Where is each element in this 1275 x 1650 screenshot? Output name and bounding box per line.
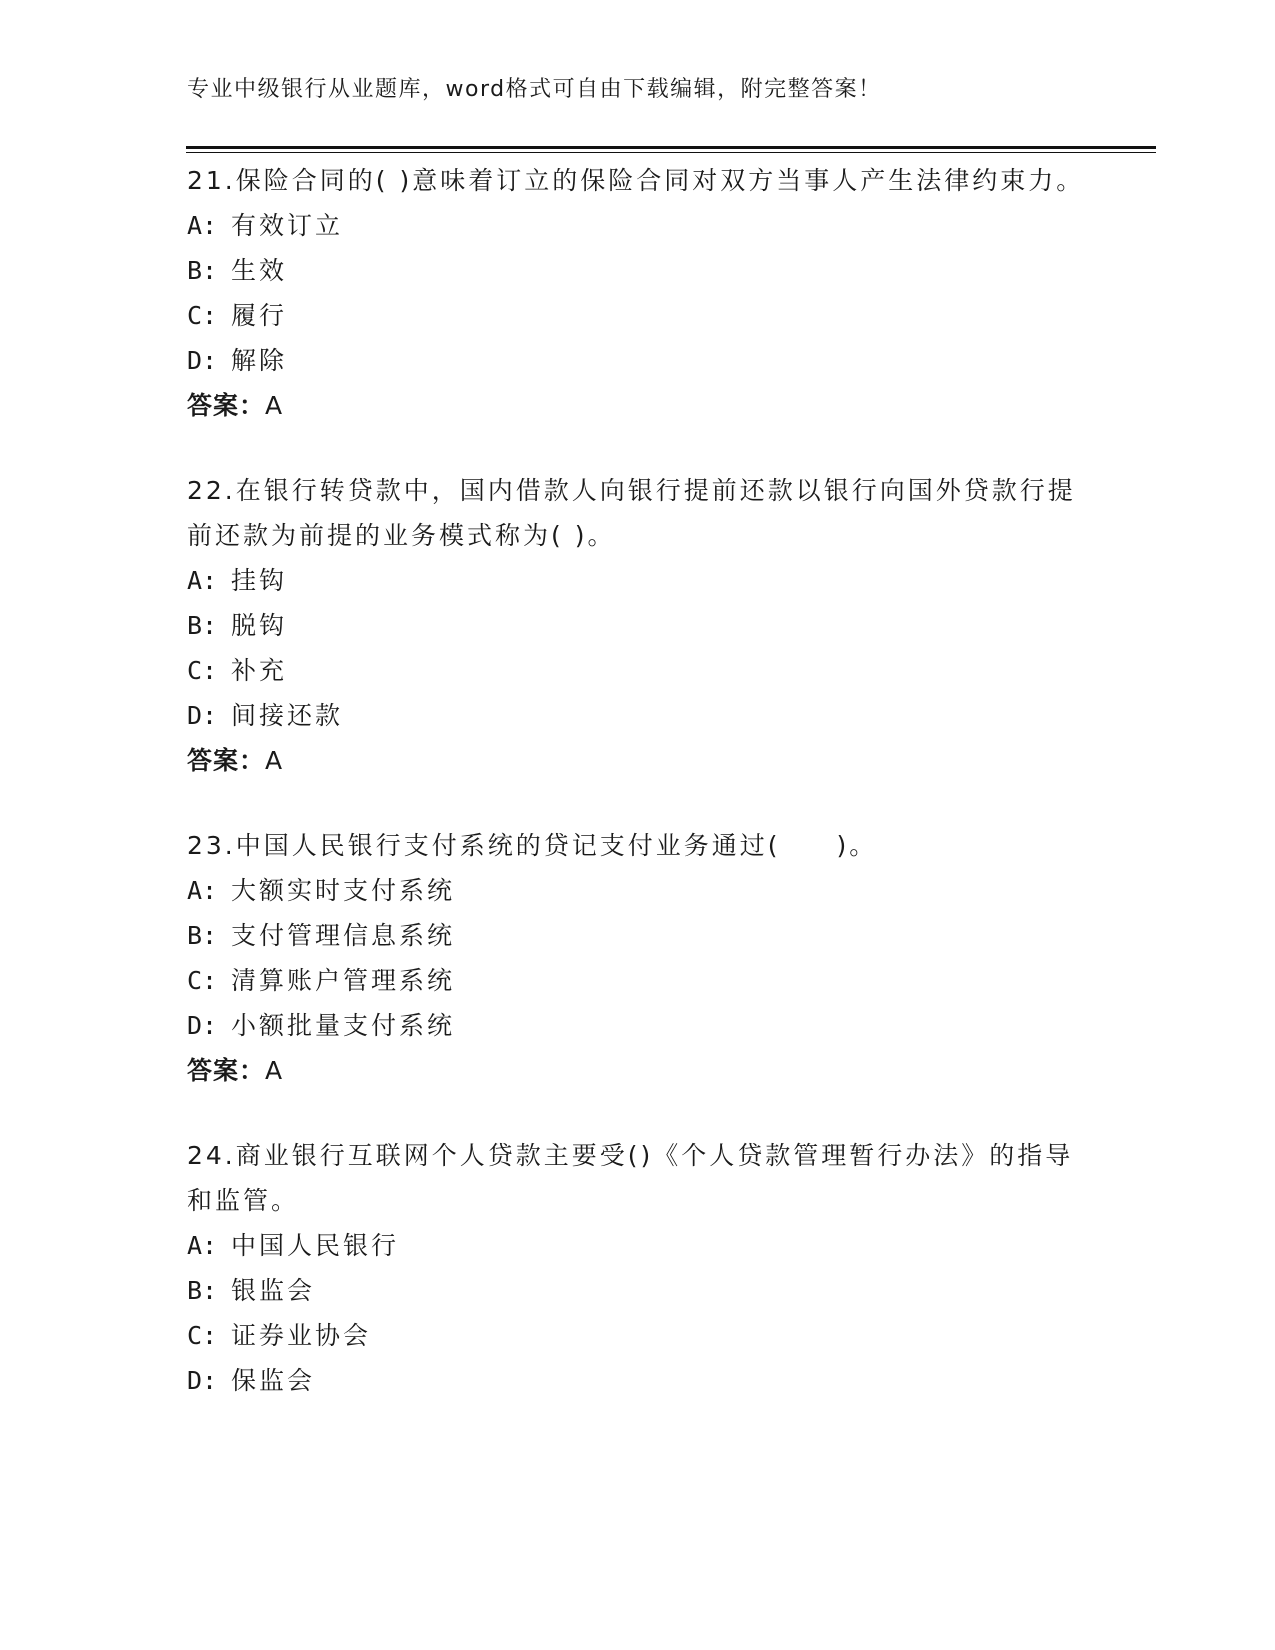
option-a: [187, 558, 1087, 603]
question-22: [187, 468, 1087, 783]
answer-value: A: [265, 1056, 284, 1085]
option-label: B:: [187, 256, 218, 285]
answer-label: 答案：: [187, 746, 266, 775]
option-label: A:: [187, 566, 218, 595]
option-a: [187, 1223, 1087, 1268]
answer-value: A: [265, 391, 284, 420]
option-label: B:: [187, 921, 218, 950]
option-b: [187, 603, 1087, 648]
header-rule-thin: [186, 152, 1156, 153]
option-label: D:: [187, 701, 218, 730]
option-d: [187, 693, 1087, 738]
option-c: [187, 293, 1087, 338]
answer-label: 答案：: [187, 391, 266, 420]
option-text: 生效: [231, 256, 288, 285]
option-text: 脱钩: [231, 611, 288, 640]
option-c: [187, 648, 1087, 693]
option-label: B:: [187, 1276, 218, 1305]
header-rule-thick: [186, 146, 1156, 149]
option-label: B:: [187, 611, 218, 640]
option-text: 大额实时支付系统: [231, 876, 456, 905]
option-text: 证券业协会: [231, 1321, 372, 1350]
answer-line: [187, 383, 1087, 428]
option-text: 小额批量支付系统: [231, 1011, 456, 1040]
question-23: [187, 823, 1087, 1093]
question-text: 24.商业银行互联网个人贷款主要受()《个人贷款管理暂行办法》的指导和监管。: [187, 1141, 1074, 1215]
option-a: [187, 203, 1087, 248]
option-label: D:: [187, 1011, 218, 1040]
option-text: 履行: [231, 301, 288, 330]
option-label: D:: [187, 1366, 218, 1395]
option-d: [187, 1003, 1087, 1048]
option-text: 清算账户管理系统: [231, 966, 456, 995]
option-b: [187, 1268, 1087, 1313]
answer-value: A: [265, 746, 284, 775]
option-label: C:: [187, 1321, 218, 1350]
option-d: [187, 338, 1087, 383]
option-b: [187, 913, 1087, 958]
option-c: [187, 958, 1087, 1003]
option-label: C:: [187, 301, 218, 330]
option-label: A:: [187, 1231, 218, 1260]
option-text: 解除: [231, 346, 288, 375]
option-c: [187, 1313, 1087, 1358]
answer-line: [187, 738, 1087, 783]
option-b: [187, 248, 1087, 293]
option-text: 中国人民银行: [231, 1231, 400, 1260]
option-text: 保监会: [231, 1366, 316, 1395]
answer-line: [187, 1048, 1087, 1093]
option-label: C:: [187, 656, 218, 685]
option-text: 挂钩: [231, 566, 288, 595]
option-text: 补充: [231, 656, 288, 685]
option-a: [187, 868, 1087, 913]
option-label: A:: [187, 211, 218, 240]
question-21: [187, 158, 1087, 428]
option-d: [187, 1358, 1087, 1403]
question-24: [187, 1133, 1087, 1403]
option-text: 间接还款: [231, 701, 344, 730]
answer-label: 答案：: [187, 1056, 266, 1085]
option-text: 支付管理信息系统: [231, 921, 456, 950]
option-text: 有效订立: [231, 211, 344, 240]
option-label: A:: [187, 876, 218, 905]
option-label: C:: [187, 966, 218, 995]
option-label: D:: [187, 346, 218, 375]
question-text: 21.保险合同的( )意味着订立的保险合同对双方当事人产生法律约束力。: [187, 166, 1085, 195]
question-text: 23.中国人民银行支付系统的贷记支付业务通过( )。: [187, 831, 878, 860]
question-list: [187, 158, 1087, 1443]
question-text: 22.在银行转贷款中，国内借款人向银行提前还款以银行向国外贷款行提前还款为前提的业务模式称为( )。: [187, 476, 1076, 550]
page-header: 专业中级银行从业题库，word格式可自由下载编辑，附完整答案！: [187, 77, 882, 102]
option-text: 银监会: [231, 1276, 316, 1305]
